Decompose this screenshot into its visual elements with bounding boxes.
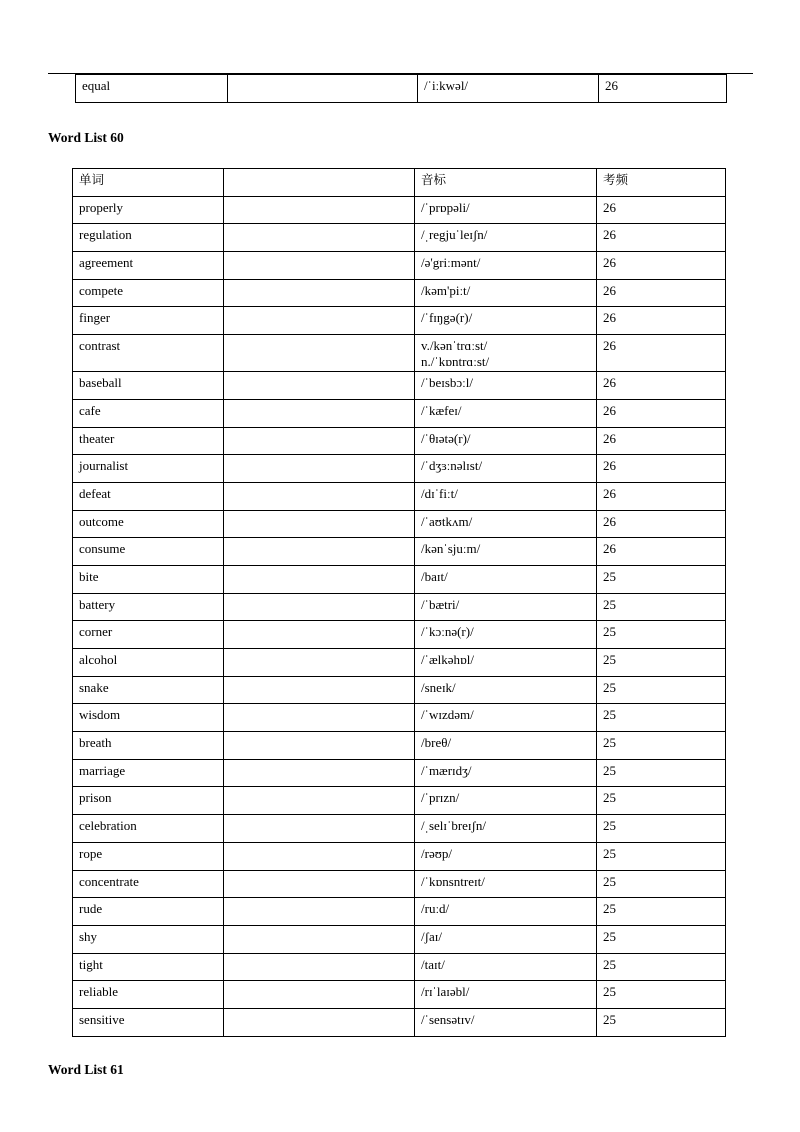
phonetic-line: /ˈbætri/ [421, 596, 460, 612]
phonetic-cell [415, 252, 597, 280]
blank-cell [224, 307, 415, 335]
frequency-cell: 25 [597, 981, 726, 1009]
frequency-cell: 26 [597, 335, 726, 372]
table-row [73, 279, 726, 307]
phonetic-cell [415, 538, 597, 566]
phonetic-cell [415, 224, 597, 252]
phonetic-line: /dɪˈfiːt/ [421, 485, 458, 501]
phonetic-line: /ˈsensətɪv/ [421, 1011, 475, 1027]
frequency-cell: 25 [597, 732, 726, 760]
phonetic-line: /breθ/ [421, 735, 452, 751]
blank-cell [224, 621, 415, 649]
table-row [76, 75, 727, 103]
blank-cell [224, 870, 415, 898]
table-row [73, 307, 726, 335]
word-cell: concentrate [73, 870, 224, 898]
header-phonetic: 音标 [415, 169, 597, 197]
header-frequency: 考频 [597, 169, 726, 197]
frequency-cell: 26 [597, 307, 726, 335]
word-cell: marriage [73, 759, 224, 787]
phonetic-cell [415, 279, 597, 307]
word-cell: baseball [73, 372, 224, 400]
table-row [73, 335, 726, 372]
frequency-cell: 25 [597, 676, 726, 704]
word-cell: rude [73, 898, 224, 926]
word-cell: equal [76, 75, 228, 103]
word-cell: prison [73, 787, 224, 815]
table-row [73, 842, 726, 870]
frequency-cell: 25 [597, 593, 726, 621]
phonetic-line: /ˈkæfeɪ/ [421, 402, 462, 418]
table-row [73, 565, 726, 593]
table-row [73, 482, 726, 510]
phonetic-line: /ˈaʊtkʌm/ [421, 513, 473, 529]
phonetic-line: /ˈprɒpəli/ [421, 199, 470, 215]
table-row [73, 196, 726, 224]
word-cell: corner [73, 621, 224, 649]
phonetic-line: /ˈmærɪdʒ/ [421, 762, 472, 778]
frequency-cell: 25 [597, 1008, 726, 1036]
phonetic-line: /ˈfɪŋgə(r)/ [421, 310, 473, 326]
word-cell: battery [73, 593, 224, 621]
phonetic-cell [415, 815, 597, 843]
blank-cell [224, 538, 415, 566]
frequency-cell: 26 [597, 196, 726, 224]
word-cell: contrast [73, 335, 224, 372]
frequency-cell: 25 [597, 621, 726, 649]
table-row [73, 1008, 726, 1036]
phonetic-cell: /ˈiːkwəl/ [418, 75, 599, 103]
header-blank [224, 169, 415, 197]
phonetic-cell [415, 759, 597, 787]
phonetic-cell [415, 925, 597, 953]
word-cell: defeat [73, 482, 224, 510]
blank-cell [224, 732, 415, 760]
table-row [73, 759, 726, 787]
frequency-cell: 26 [597, 482, 726, 510]
frequency-cell: 26 [597, 455, 726, 483]
word-cell: consume [73, 538, 224, 566]
phonetic-line: /ˈdʒɜːnəlɪst/ [421, 458, 483, 474]
frequency-cell: 26 [597, 538, 726, 566]
blank-cell [224, 676, 415, 704]
frequency-cell: 25 [597, 842, 726, 870]
word-cell: breath [73, 732, 224, 760]
table-row [73, 224, 726, 252]
phonetic-line: /ˈwɪzdəm/ [421, 707, 474, 723]
phonetic-cell [415, 787, 597, 815]
frequency-cell: 25 [597, 870, 726, 898]
phonetic-line: /ˈkɔːnə(r)/ [421, 624, 474, 640]
frequency-cell: 26 [597, 372, 726, 400]
blank-cell [224, 981, 415, 1009]
word-cell: journalist [73, 455, 224, 483]
phonetic-cell [415, 621, 597, 649]
header-word: 单词 [73, 169, 224, 197]
phonetic-cell [415, 732, 597, 760]
blank-cell [224, 510, 415, 538]
table-row [73, 455, 726, 483]
table-row [73, 925, 726, 953]
frequency-cell: 26 [597, 399, 726, 427]
phonetic-line: /rəʊp/ [421, 845, 452, 861]
frequency-cell: 26 [597, 224, 726, 252]
table-header-row [73, 169, 726, 197]
word-cell: tight [73, 953, 224, 981]
blank-cell [224, 898, 415, 926]
table-row [73, 870, 726, 898]
frequency-cell: 26 [597, 510, 726, 538]
frequency-cell: 25 [597, 898, 726, 926]
phonetic-cell [415, 455, 597, 483]
phonetic-line: /ˌselɪˈbreɪʃn/ [421, 818, 486, 834]
table-row [73, 649, 726, 677]
blank-cell [224, 372, 415, 400]
table-row [73, 732, 726, 760]
blank-cell [224, 399, 415, 427]
word-cell: snake [73, 676, 224, 704]
phonetic-cell [415, 676, 597, 704]
phonetic-cell [415, 510, 597, 538]
blank-cell [224, 925, 415, 953]
phonetic-cell [415, 196, 597, 224]
table-row [73, 252, 726, 280]
phonetic-line: /rɪˈlaɪəbl/ [421, 984, 470, 1000]
table-row [73, 953, 726, 981]
word-cell: cafe [73, 399, 224, 427]
phonetic-cell [415, 649, 597, 677]
frequency-cell: 25 [597, 925, 726, 953]
table-row [73, 399, 726, 427]
phonetic-cell [415, 427, 597, 455]
word-list-60-table [72, 168, 726, 1037]
phonetic-cell [415, 981, 597, 1009]
word-cell: bite [73, 565, 224, 593]
phonetic-line: /taɪt/ [421, 956, 445, 972]
word-list-60-heading: Word List 60 [48, 130, 124, 145]
phonetic-cell [415, 870, 597, 898]
blank-cell [224, 279, 415, 307]
blank-cell [224, 842, 415, 870]
phonetic-cell [415, 898, 597, 926]
frequency-cell: 26 [599, 75, 727, 103]
table-row [73, 427, 726, 455]
table-row [73, 621, 726, 649]
phonetic-line-2: n./ˈkɒntrɑːst/ [421, 354, 490, 370]
blank-cell [224, 335, 415, 372]
word-cell: shy [73, 925, 224, 953]
phonetic-cell [415, 704, 597, 732]
frequency-cell: 26 [597, 427, 726, 455]
phonetic-line: /kəm'piːt/ [421, 282, 471, 298]
table-row [73, 372, 726, 400]
word-cell: outcome [73, 510, 224, 538]
phonetic-cell [415, 307, 597, 335]
frequency-cell: 25 [597, 759, 726, 787]
phonetic-cell [415, 565, 597, 593]
word-cell: regulation [73, 224, 224, 252]
blank-cell [224, 427, 415, 455]
table-row [73, 704, 726, 732]
frequency-cell: 25 [597, 565, 726, 593]
phonetic-cell [415, 335, 597, 372]
phonetic-cell [415, 399, 597, 427]
blank-cell [224, 787, 415, 815]
table-row [73, 676, 726, 704]
word-cell: wisdom [73, 704, 224, 732]
frequency-cell: 25 [597, 953, 726, 981]
blank-cell [224, 224, 415, 252]
word-cell: reliable [73, 981, 224, 1009]
phonetic-cell [415, 1008, 597, 1036]
blank-cell [224, 649, 415, 677]
frequency-cell: 25 [597, 787, 726, 815]
word-cell: alcohol [73, 649, 224, 677]
phonetic-cell [415, 593, 597, 621]
word-cell: agreement [73, 252, 224, 280]
phonetic-line: /baɪt/ [421, 568, 448, 584]
blank-cell [224, 593, 415, 621]
phonetic-line: /ˈθɪətə(r)/ [421, 430, 471, 446]
phonetic-line: /ʃaɪ/ [421, 928, 442, 944]
phonetic-line: /ˌregjuˈleɪʃn/ [421, 227, 488, 243]
blank-cell [224, 565, 415, 593]
frequency-cell: 26 [597, 279, 726, 307]
phonetic-line: /ˈbeɪsbɔːl/ [421, 375, 473, 391]
phonetic-line: /ˈælkəhɒl/ [421, 652, 475, 667]
blank-cell [224, 482, 415, 510]
blank-cell [228, 75, 418, 103]
blank-cell [224, 815, 415, 843]
blank-cell [224, 1008, 415, 1036]
frequency-cell: 25 [597, 704, 726, 732]
word-list-61-heading: Word List 61 [48, 1062, 124, 1077]
phonetic-cell [415, 842, 597, 870]
word-cell: properly [73, 196, 224, 224]
frequency-cell: 26 [597, 252, 726, 280]
word-cell: rope [73, 842, 224, 870]
word-cell: compete [73, 279, 224, 307]
phonetic-cell [415, 482, 597, 510]
phonetic-cell [415, 953, 597, 981]
phonetic-line: /kənˈsjuːm/ [421, 541, 481, 557]
phonetic-line: /ə'griːmənt/ [421, 255, 481, 271]
word-cell: finger [73, 307, 224, 335]
table-row [73, 510, 726, 538]
blank-cell [224, 455, 415, 483]
blank-cell [224, 196, 415, 224]
phonetic-line: /sneɪk/ [421, 679, 456, 695]
word-cell: sensitive [73, 1008, 224, 1036]
table-row [73, 898, 726, 926]
word-cell: theater [73, 427, 224, 455]
phonetic-line: v./kənˈtrɑːst/ [421, 338, 488, 354]
frequency-cell: 25 [597, 649, 726, 677]
blank-cell [224, 252, 415, 280]
blank-cell [224, 953, 415, 981]
phonetic-line: /ruːd/ [421, 901, 450, 917]
table-row [73, 538, 726, 566]
table-row [73, 593, 726, 621]
blank-cell [224, 759, 415, 787]
phonetic-cell [415, 372, 597, 400]
table-row [73, 981, 726, 1009]
table-row [73, 815, 726, 843]
previous-list-table [75, 74, 727, 103]
frequency-cell: 25 [597, 815, 726, 843]
table-row [73, 787, 726, 815]
word-cell: celebration [73, 815, 224, 843]
blank-cell [224, 704, 415, 732]
phonetic-line: /ˈkɒnsntreɪt/ [421, 873, 485, 889]
phonetic-line: /ˈprɪzn/ [421, 790, 460, 806]
